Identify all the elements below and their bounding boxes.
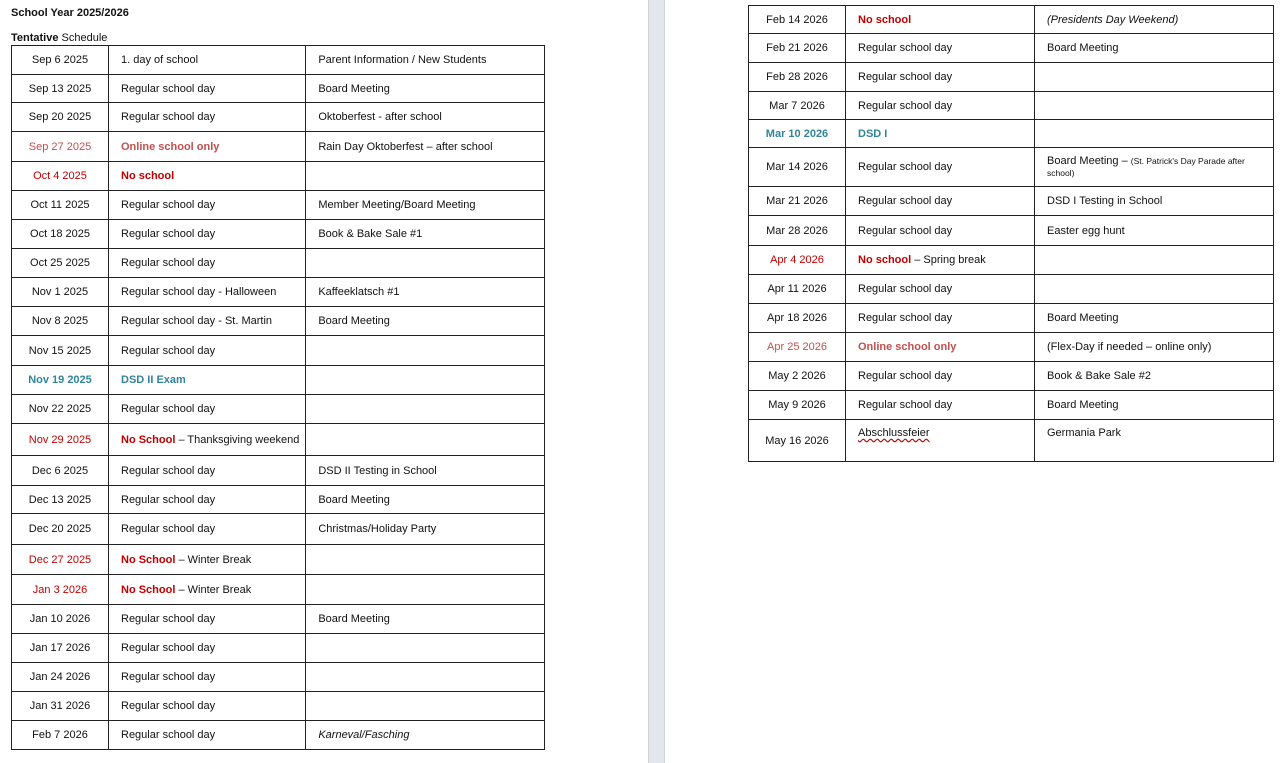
event-cell [306, 692, 545, 721]
table-row [12, 663, 545, 692]
event-text: Board Meeting [1047, 399, 1119, 411]
date-cell [749, 420, 846, 462]
document-subtitle [11, 32, 107, 44]
status-text: No school [858, 254, 912, 266]
status-cell [846, 420, 1035, 462]
status-text: Regular school day [121, 344, 216, 357]
event-cell [1035, 92, 1274, 120]
status-cell [109, 366, 306, 395]
table-row [12, 162, 545, 191]
schedule-table-right [748, 5, 1274, 462]
date-text: Apr 11 2026 [767, 283, 827, 295]
status-text: Abschlussfeier [858, 427, 930, 439]
status-cell [109, 605, 306, 634]
event-cell [1035, 304, 1274, 333]
status-cell [109, 336, 306, 366]
date-text: Nov 8 2025 [31, 315, 89, 327]
date-cell [12, 46, 109, 75]
event-cell [306, 605, 545, 634]
event-cell [1035, 63, 1274, 92]
status-cell [109, 75, 306, 103]
status-text: Regular school day [121, 111, 216, 123]
date-cell [749, 333, 846, 362]
date-cell [12, 395, 109, 424]
table-row [12, 424, 545, 456]
date-cell [749, 148, 846, 187]
date-text: Jan 10 2026 [29, 613, 91, 625]
table-row [749, 187, 1274, 216]
event-text: Board Meeting [318, 315, 390, 327]
event-text: Board Meeting [318, 493, 390, 506]
event-cell [1035, 187, 1274, 216]
table-row [749, 275, 1274, 304]
status-text: Regular school day [858, 224, 953, 237]
table-row [12, 456, 545, 486]
date-text: Nov 22 2025 [28, 403, 92, 415]
event-cell [1035, 275, 1274, 304]
date-cell [749, 391, 846, 420]
event-cell [306, 249, 545, 278]
date-cell [12, 721, 109, 750]
date-text: Feb 21 2026 [766, 42, 828, 54]
status-cell [846, 362, 1035, 391]
table-row [12, 191, 545, 220]
event-cell [1035, 34, 1274, 63]
status-text: No School [121, 433, 176, 446]
date-text: Feb 14 2026 [766, 13, 828, 26]
table-row [749, 333, 1274, 362]
date-cell [749, 187, 846, 216]
date-cell [12, 486, 109, 514]
status-text: 1. day of school [121, 54, 199, 66]
status-suffix: – Winter Break [175, 553, 252, 566]
table-row [12, 307, 545, 336]
date-cell [12, 514, 109, 545]
event-cell [1035, 391, 1274, 420]
status-cell [109, 692, 306, 721]
status-cell [109, 721, 306, 750]
event-note-small: (St. Patrick's Day Parade after school) [1047, 156, 1245, 178]
date-text: Feb 28 2026 [766, 71, 828, 83]
date-cell [749, 216, 846, 246]
date-text: Oct 18 2025 [30, 228, 90, 240]
status-text: Regular school day [121, 199, 216, 211]
event-text: Book & Bake Sale #2 [1047, 370, 1151, 382]
table-row [12, 46, 545, 75]
event-cell [1035, 120, 1274, 148]
status-text: Regular school day [121, 257, 216, 269]
date-text: Sep 6 2025 [31, 54, 89, 66]
status-text: Regular school day [121, 700, 216, 712]
status-text: Regular school day [858, 283, 953, 295]
date-text: May 9 2026 [768, 399, 826, 411]
event-cell [306, 395, 545, 424]
status-text: Regular school day [121, 729, 216, 741]
status-cell [109, 575, 306, 605]
table-row [749, 362, 1274, 391]
status-text: Regular school day [121, 464, 216, 477]
date-text: Mar 21 2026 [766, 195, 828, 207]
table-row [12, 514, 545, 545]
date-text: Feb 7 2026 [32, 729, 88, 741]
date-cell [12, 103, 109, 132]
table-row [749, 148, 1274, 187]
event-text: Board Meeting [318, 82, 390, 95]
date-cell [12, 220, 109, 249]
event-text: Germania Park [1047, 427, 1121, 439]
status-text: Regular school day [858, 399, 953, 411]
event-cell [1035, 6, 1274, 34]
schedule-table-left [11, 45, 545, 750]
status-text: Regular school day [858, 99, 953, 112]
status-cell [846, 304, 1035, 333]
status-suffix: – Winter Break [175, 583, 252, 596]
event-text: Board Meeting [1047, 42, 1119, 54]
date-text: Mar 10 2026 [765, 127, 829, 140]
status-cell [109, 663, 306, 692]
status-text: DSD II Exam [121, 374, 186, 386]
status-text: No school [858, 13, 912, 26]
event-cell [306, 575, 545, 605]
event-cell [306, 663, 545, 692]
date-cell [12, 191, 109, 220]
date-cell [12, 249, 109, 278]
status-text: Regular school day [121, 642, 216, 654]
table-row [749, 304, 1274, 333]
status-text: Regular school day [121, 671, 216, 683]
event-cell [306, 366, 545, 395]
table-row [12, 75, 545, 103]
table-row [12, 336, 545, 366]
date-cell [749, 275, 846, 304]
date-text: Mar 28 2026 [766, 224, 828, 237]
status-cell [109, 514, 306, 545]
event-text: Rain Day Oktoberfest – after school [318, 140, 493, 153]
date-text: Jan 31 2026 [29, 700, 91, 712]
date-cell [12, 634, 109, 663]
status-cell [109, 103, 306, 132]
table-row [749, 92, 1274, 120]
date-text: Apr 18 2026 [767, 312, 827, 324]
status-cell [846, 6, 1035, 34]
date-cell [749, 246, 846, 275]
status-text: Regular school day [858, 312, 953, 324]
event-cell [306, 634, 545, 663]
status-text: DSD I [858, 127, 888, 140]
status-cell [109, 46, 306, 75]
status-text: Regular school day [858, 370, 953, 382]
event-cell [306, 191, 545, 220]
event-cell [306, 278, 545, 307]
event-text: Member Meeting/Board Meeting [318, 199, 476, 211]
event-cell [306, 220, 545, 249]
date-cell [12, 456, 109, 486]
event-cell [306, 132, 545, 162]
status-cell [109, 249, 306, 278]
date-text: Jan 24 2026 [29, 671, 91, 683]
event-text: Board Meeting – [1047, 155, 1131, 167]
date-text: Sep 27 2025 [28, 140, 92, 153]
date-cell [749, 120, 846, 148]
subtitle-bold: Tentative [11, 32, 59, 44]
event-text: Oktoberfest - after school [318, 111, 442, 123]
status-cell [846, 148, 1035, 187]
table-row [749, 391, 1274, 420]
status-cell [846, 92, 1035, 120]
status-cell [109, 545, 306, 575]
date-text: Mar 7 2026 [769, 99, 825, 112]
date-cell [12, 307, 109, 336]
status-text: Regular school day [121, 82, 216, 95]
date-text: Apr 25 2026 [767, 341, 827, 353]
date-text: Nov 29 2025 [28, 433, 92, 446]
page-gutter [648, 0, 665, 763]
status-cell [846, 333, 1035, 362]
status-text: No School [121, 583, 176, 596]
date-cell [749, 92, 846, 120]
status-text: Regular school day [121, 228, 216, 240]
event-cell [306, 424, 545, 456]
date-cell [749, 63, 846, 92]
status-cell [846, 216, 1035, 246]
document-page-right [665, 0, 1280, 763]
event-text: Book & Bake Sale #1 [318, 228, 423, 240]
status-cell [846, 34, 1035, 63]
table-row [12, 575, 545, 605]
date-cell [12, 605, 109, 634]
status-cell [109, 162, 306, 191]
table-row [12, 366, 545, 395]
event-text: Parent Information / New Students [318, 54, 487, 66]
status-text: Regular school day [121, 403, 216, 415]
event-cell [306, 336, 545, 366]
status-cell [109, 395, 306, 424]
table-row [12, 395, 545, 424]
date-text: Apr 4 2026 [770, 254, 824, 266]
status-cell [109, 634, 306, 663]
event-text: Board Meeting [1047, 312, 1119, 324]
event-cell [306, 162, 545, 191]
date-text: Nov 19 2025 [28, 374, 92, 386]
event-text: Christmas/Holiday Party [318, 523, 437, 535]
table-row [12, 103, 545, 132]
status-text: No school [121, 170, 175, 182]
date-cell [12, 663, 109, 692]
status-text: Regular school day [121, 613, 216, 625]
event-cell [306, 456, 545, 486]
event-cell [1035, 362, 1274, 391]
event-cell [306, 514, 545, 545]
date-text: Jan 3 2026 [32, 583, 88, 596]
date-text: Jan 17 2026 [29, 642, 91, 654]
status-cell [846, 275, 1035, 304]
status-text: Regular school day [121, 493, 216, 506]
status-text: Regular school day [858, 42, 953, 54]
date-text: Oct 4 2025 [33, 170, 87, 182]
status-cell [109, 220, 306, 249]
event-text: DSD I Testing in School [1047, 195, 1163, 207]
table-row [12, 220, 545, 249]
status-suffix: – Thanksgiving weekend [175, 433, 300, 446]
date-text: May 16 2026 [765, 434, 829, 447]
status-cell [846, 246, 1035, 275]
status-cell [109, 486, 306, 514]
event-cell [306, 75, 545, 103]
event-text: Easter egg hunt [1047, 224, 1125, 237]
table-row [12, 605, 545, 634]
table-row [749, 120, 1274, 148]
status-cell [109, 456, 306, 486]
status-cell [109, 307, 306, 336]
date-text: Dec 13 2025 [28, 493, 92, 506]
date-text: Dec 27 2025 [28, 553, 92, 566]
event-cell [306, 721, 545, 750]
date-cell [749, 362, 846, 391]
event-text: Kaffeeklatsch #1 [318, 286, 400, 298]
event-cell [306, 486, 545, 514]
date-cell [12, 132, 109, 162]
status-cell [109, 132, 306, 162]
date-text: Nov 1 2025 [31, 286, 89, 298]
event-text: Board Meeting [318, 613, 390, 625]
table-row [12, 132, 545, 162]
table-row [12, 545, 545, 575]
date-cell [12, 336, 109, 366]
event-cell [1035, 246, 1274, 275]
table-row [749, 420, 1274, 462]
event-cell [306, 307, 545, 336]
status-cell [846, 120, 1035, 148]
document-title: School Year 2025/2026 [11, 7, 129, 19]
date-cell [749, 6, 846, 34]
event-cell [1035, 148, 1274, 187]
table-row [12, 278, 545, 307]
table-row [12, 721, 545, 750]
status-text: Online school only [858, 341, 957, 353]
event-text: (Presidents Day Weekend) [1047, 13, 1179, 26]
date-cell [12, 75, 109, 103]
date-text: May 2 2026 [768, 370, 826, 382]
table-row [12, 486, 545, 514]
table-row [749, 246, 1274, 275]
event-cell [1035, 216, 1274, 246]
status-text: Regular school day - St. Martin [121, 315, 273, 327]
date-cell [12, 545, 109, 575]
status-cell [846, 391, 1035, 420]
date-cell [12, 692, 109, 721]
table-row [749, 216, 1274, 246]
subtitle-rest: Schedule [58, 32, 108, 44]
status-text: Regular school day [858, 161, 953, 173]
status-cell [109, 278, 306, 307]
date-cell [12, 366, 109, 395]
status-text: Regular school day [121, 523, 216, 535]
event-text: Karneval/Fasching [318, 729, 410, 741]
date-text: Oct 11 2025 [30, 199, 90, 211]
status-text: Online school only [121, 140, 220, 153]
status-cell [109, 191, 306, 220]
event-text: (Flex-Day if needed – online only) [1047, 341, 1212, 353]
date-cell [12, 162, 109, 191]
table-row [12, 692, 545, 721]
table-row [749, 6, 1274, 34]
date-text: Nov 15 2025 [28, 344, 92, 357]
date-text: Dec 6 2025 [31, 464, 89, 477]
date-cell [749, 304, 846, 333]
date-text: Sep 13 2025 [28, 82, 92, 95]
event-cell [1035, 333, 1274, 362]
status-cell [846, 63, 1035, 92]
date-cell [12, 278, 109, 307]
date-cell [749, 34, 846, 63]
status-text: No School [121, 553, 176, 566]
status-text: Regular school day - Halloween [121, 286, 277, 298]
date-cell [12, 575, 109, 605]
event-cell [306, 545, 545, 575]
event-cell [1035, 420, 1274, 462]
table-row [12, 249, 545, 278]
date-cell [12, 424, 109, 456]
status-suffix: – Spring break [911, 254, 986, 266]
date-text: Oct 25 2025 [30, 257, 90, 269]
event-cell [306, 46, 545, 75]
status-cell [846, 187, 1035, 216]
date-text: Sep 20 2025 [28, 111, 92, 123]
event-text: DSD II Testing in School [318, 464, 437, 477]
date-text: Dec 20 2025 [28, 523, 92, 535]
table-row [749, 63, 1274, 92]
status-cell [109, 424, 306, 456]
date-text: Mar 14 2026 [766, 161, 828, 173]
event-cell [306, 103, 545, 132]
table-row [12, 634, 545, 663]
table-row [749, 34, 1274, 63]
status-text: Regular school day [858, 71, 953, 83]
status-text: Regular school day [858, 195, 953, 207]
